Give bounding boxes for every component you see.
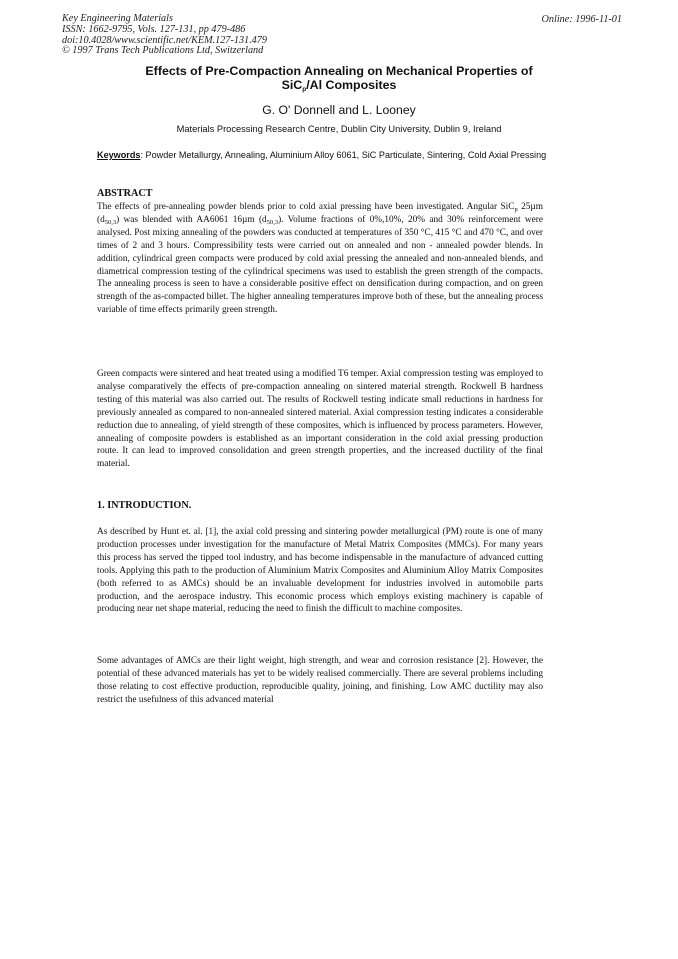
paper-title bbox=[60, 64, 618, 92]
introduction-paragraph-2: Some advantages of AMCs are their light weight, high strength, and wear and corrosion resistance [2]. However, the potential of these advanced materials has yet to be widely realised commercially. There are several problems including those relating to cost effective production, reproducible quality, joining, and finishing. Low AMC ductility may also restrict the usefulness of this advanced material bbox=[97, 656, 543, 705]
abstract-text: ) was blended with AA6061 16µm (d bbox=[116, 214, 267, 225]
abstract-text: ). Volume fractions of 0%,10%, 20% and 30% reinforcement were analysed. Post mixing annealing of the powders was conducted at temperatures of 350 °C, 415 °C and 470 °C, and over times of 2 and 3 hours. Compressibility tests were carried out on annealed and non - annealed powder blends. In addition, cylindrical green compacts were produced by cold axial pressing the annealed and non-annealed blends, and diametrical compression testing of the cylindrical specimens was used to establish the green strength of the compacts. The annealing process is seen to have a considerable positive effect on densification during compaction, and on green strength of the as-compacted billet. The higher annealing temperatures improve both of these, but the annealing process variable of time effects primarily green strength. bbox=[97, 214, 543, 316]
subscript: 50,3 bbox=[104, 218, 117, 226]
keywords-label: Keywords bbox=[97, 150, 141, 160]
introduction-paragraph-1: As described by Hunt et. al. [1], the axial cold pressing and sintering powder metallurgical (PM) route is one of many production processes under investigation for the manufacture of Metal Matrix Composites (MMCs). For many years this process has served the tipped tool industry, and has become indispensable in the manufacture of advanced cutting tools. Applying this path to the production of Aluminium Matrix Composites and Aluminium Alloy Matrix Composites (both referred to as AMCs) should be an invaluable development for industries involved in automobile parts production, and the aerospace industry. This economic process which employs existing machinery is capable of producing near net shape material, reducing the need to finish the difficult to machine composites. bbox=[97, 527, 543, 615]
copyright-line: © 1997 Trans Tech Publications Ltd, Switzerland bbox=[62, 45, 264, 57]
introduction-heading: 1. INTRODUCTION. bbox=[97, 500, 192, 511]
abstract-text: 25µm (d bbox=[97, 202, 543, 225]
title-line-1: Effects of Pre-Compaction Annealing on Mechanical Properties of bbox=[145, 64, 533, 78]
journal-metadata bbox=[62, 14, 267, 57]
abstract-paragraph-2: Green compacts were sintered and heat treated using a modified T6 temper. Axial compression testing was employed to analyse comparatively the effects of pre-compaction annealing on sintered material strength. Rockwell B hardness testing of this material was also carried out. The results of Rockwell testing indicate small reductions in hardness for previously annealed as compared to non-annealed sintered material. Axial compression testing indicates a considerable reduction due to annealing, of yield strength of these composites, which is influenced by process parameters. However, annealing of composite powders is established as an important consideration in the cold axial pressing production route. It can lead to improved consolidation and green strength properties, and the increased ductility of the final material. bbox=[97, 369, 543, 470]
subscript: p bbox=[514, 206, 518, 213]
title-subscript: p bbox=[302, 86, 307, 93]
title-sic: SiC bbox=[281, 78, 303, 92]
affiliation: Materials Processing Research Centre, Dublin City University, Dublin 9, Ireland bbox=[176, 124, 502, 134]
title-rest: /Al Composites bbox=[306, 78, 397, 92]
authors: G. O' Donnell and L. Looney bbox=[262, 103, 416, 117]
abstract-paragraph-1 bbox=[97, 201, 543, 317]
issn-line: ISSN: 1662-9795, Vols. 127-131, pp 479-486 bbox=[62, 23, 246, 35]
journal-name: Key Engineering Materials bbox=[62, 13, 173, 24]
online-date: Online: 1996-11-01 bbox=[541, 14, 622, 25]
keywords bbox=[97, 150, 561, 161]
abstract-heading: ABSTRACT bbox=[97, 188, 153, 199]
abstract-text: The effects of pre-annealing powder blends prior to cold axial pressing have been investigated. Angular SiC bbox=[97, 202, 515, 212]
doi-line: doi:10.4028/www.scientific.net/KEM.127-131.479 bbox=[62, 34, 267, 46]
keywords-text: : Powder Metallurgy, Annealing, Aluminium Alloy 6061, SiC Particulate, Sintering, Cold Axial Pressing bbox=[140, 150, 547, 160]
title-line-2 bbox=[60, 78, 618, 92]
subscript: 50,3 bbox=[266, 218, 279, 226]
